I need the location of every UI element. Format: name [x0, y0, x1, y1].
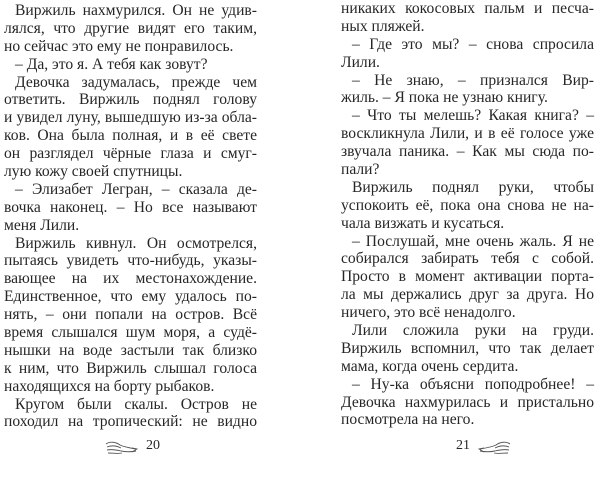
text-line: – Элизабет Легран, – сказала де- — [15, 180, 257, 198]
text-line: но сейчас это ему не понравилось. — [4, 37, 234, 55]
text-line: ответить. Виржиль поднял голову — [4, 91, 257, 109]
text-line: успокоить её, пока она снова не на- — [341, 196, 594, 214]
text-line: вочка наконец. – Но все называют — [4, 198, 257, 216]
text-line: ков. Она была полная, и в её свете — [4, 127, 257, 145]
text-line: походил на тропический: не видно — [4, 413, 257, 431]
text-line: пали? — [341, 161, 380, 179]
text-line: жиль. – Я пока не узнаю книгу. — [341, 89, 548, 107]
text-line: никаких кокосовых пальм и песча- — [341, 0, 594, 17]
text-line: – Не знаю, – признался Вир- — [352, 71, 594, 89]
text-line: звучала паника. – Как мы сюда по- — [341, 143, 594, 161]
text-line: Девочка задумалась, прежде чем — [15, 73, 257, 91]
text-line: Виржиль кивнул. Он осмотрелся, — [15, 234, 257, 252]
text-line: и увидел луну, вышедшую из-за обла- — [4, 109, 257, 127]
text-line: ных пляжей. — [341, 17, 425, 35]
text-line: посмотрела на него. — [341, 411, 475, 429]
text-line: Кругом были скалы. Остров не — [15, 395, 257, 413]
page-number-right: 21 — [456, 438, 470, 453]
text-line: Девочка нахмурилась и пристально — [341, 393, 594, 411]
left-page-text — [4, 2, 257, 431]
text-line: – Да, это я. А тебя как зовут? — [15, 55, 208, 73]
text-line: Лили сложила руки на груди. — [352, 322, 594, 340]
text-line: к ним, что Виржиль слышал голоса — [4, 359, 257, 377]
text-line: вающее на их местонахождение. — [4, 270, 257, 288]
right-page-text — [341, 0, 594, 429]
text-line: – Что ты мелешь? Какая книга? – — [352, 107, 594, 125]
text-line: меня Лили. — [4, 216, 80, 234]
page-number-left: 20 — [146, 438, 160, 453]
text-line: ничего, это всё ненадолго. — [341, 304, 516, 322]
text-line: он разглядел чёрные глаза и смуг- — [4, 145, 257, 163]
text-line: нять, – они попали на остров. Всё — [4, 306, 257, 324]
text-line: лялся, что другие видят его таким, — [4, 19, 257, 37]
text-line: Виржиль нахмурился. Он не удив- — [15, 2, 257, 19]
text-line: Единственное, что ему удалось по- — [4, 288, 257, 306]
text-line: Просто в момент активации порта- — [341, 268, 594, 286]
text-line: лую кожу своей спутницы. — [4, 163, 183, 181]
pointing-hand-ornament-icon — [478, 440, 512, 456]
text-line: находящихся на борту рыбаков. — [4, 377, 215, 395]
text-line: чала визжать и кусаться. — [341, 214, 505, 232]
text-line: мама, когда очень сердита. — [341, 357, 519, 375]
text-line: ла мы держались друг за друга. Но — [341, 286, 594, 304]
text-line: Виржиль поднял руки, чтобы — [352, 178, 594, 196]
pointing-hand-ornament-icon — [104, 440, 138, 456]
text-line: воскликнула Лили, и в её голосе уже — [341, 125, 594, 143]
text-line: нышки на воде застыли так близко — [4, 341, 257, 359]
text-line: собирался забирать тебя с собой. — [341, 250, 594, 268]
text-line: Виржиль вспомнил, что так делает — [341, 339, 594, 357]
text-line: Лили. — [341, 53, 380, 71]
text-line: – Ну-ка объясни поподробнее! – — [352, 375, 594, 393]
text-line: – Где это мы? – снова спросила — [352, 35, 594, 53]
text-line: время слышался шум моря, а судё- — [4, 324, 257, 342]
text-line: пытаясь увидеть что-нибудь, указы- — [4, 252, 257, 270]
text-line: – Послушай, мне очень жаль. Я не — [352, 232, 594, 250]
